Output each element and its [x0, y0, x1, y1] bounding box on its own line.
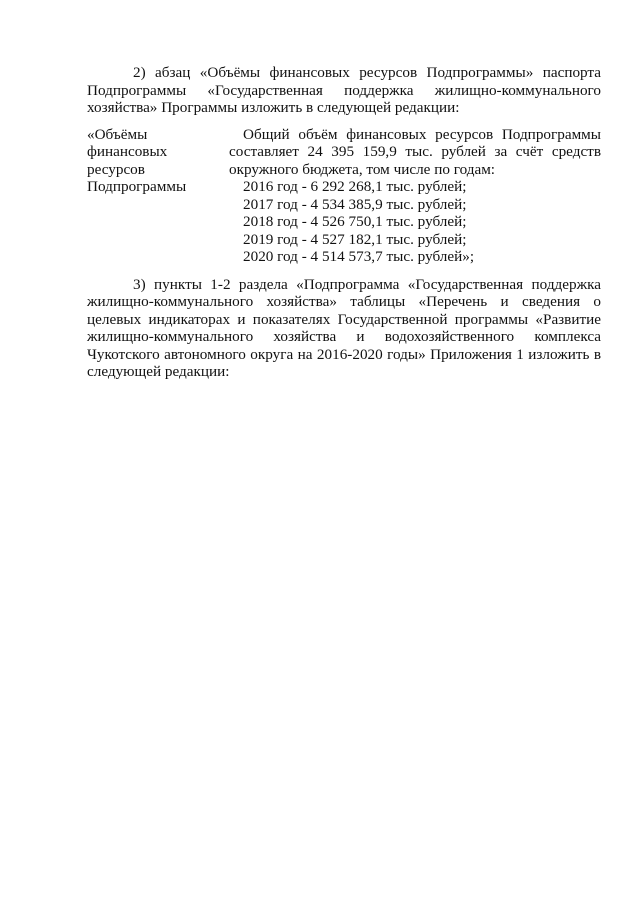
financing-table-label [87, 126, 229, 266]
document-page [87, 64, 601, 381]
year-line-2020: 2020 год - 4 514 573,7 тыс. рублей»; [243, 248, 475, 265]
year-line-2016: 2016 год - 6 292 268,1 тыс. рублей; [243, 178, 467, 195]
paragraph-item-3: 3) пункты 1-2 раздела «Подпрограмма «Государственная поддержка жилищно-коммунального хозяйства» таблицы «Перечень и сведения о целевых индикаторах и показателях Государственной программы «Развитие жилищно-коммунального хозяйства и водохозяйственного комплекса Чукотского автономного округа на 2016-2020 годы» Приложения 1 изложить в следующей редакции: [87, 275, 601, 380]
paragraph-item-2: 2) абзац «Объёмы финансовых ресурсов Подпрограммы» паспорта Подпрограммы «Государственная поддержка жилищно-коммунального хозяйства» Программы изложить в следующей редакции: [87, 64, 601, 116]
year-line-2018: 2018 год - 4 526 750,1 тыс. рублей; [243, 213, 467, 230]
financing-intro: Общий объём финансовых ресурсов Подпрограммы составляет 24 395 159,9 тыс. рублей за счёт средств окружного бюджета, том числе по годам: [229, 125, 601, 178]
label-line: финансовых [87, 143, 168, 160]
financing-years [229, 178, 601, 266]
label-line: Подпрограммы [87, 178, 187, 195]
label-line: ресурсов [87, 160, 145, 178]
year-line-2017: 2017 год - 4 534 385,9 тыс. рублей; [243, 195, 467, 213]
financing-table [87, 126, 601, 266]
year-line-2019: 2019 год - 4 527 182,1 тыс. рублей; [243, 230, 467, 248]
label-line: «Объёмы [87, 125, 148, 143]
financing-table-value [229, 126, 601, 266]
